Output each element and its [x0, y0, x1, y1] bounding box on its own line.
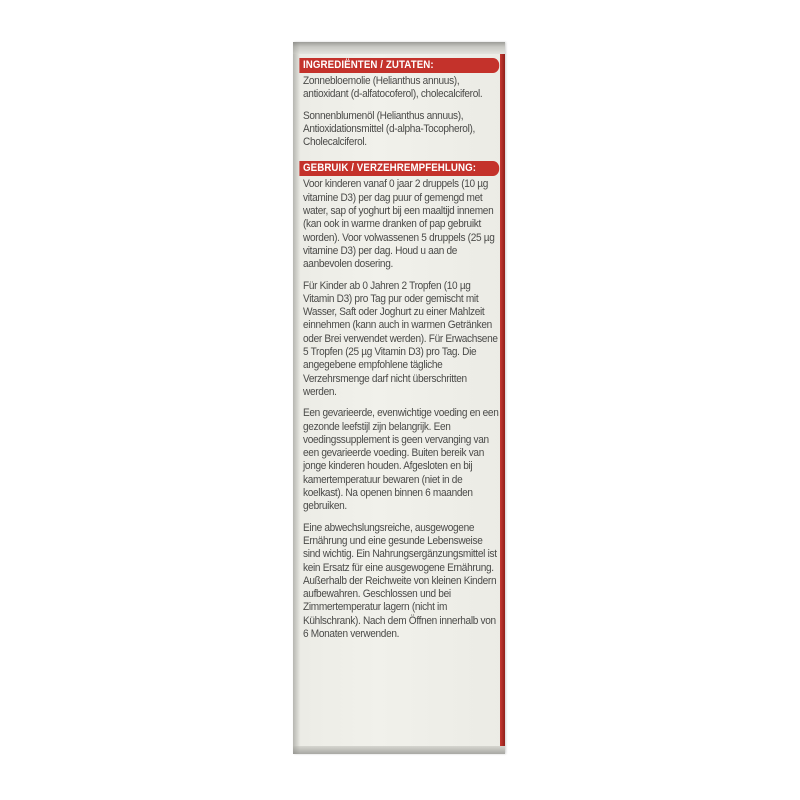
package-top-edge — [293, 42, 505, 54]
ingredients-heading: INGREDIËNTEN / ZUTATEN: — [299, 58, 499, 73]
package-bottom-edge — [293, 746, 505, 754]
package-red-edge — [500, 54, 505, 746]
ingredients-dutch: Zonnebloemolie (Helianthus annuus), antioxidant (d-alfatocoferol), cholecalciferol. — [303, 75, 483, 101]
warning-dutch: Een gevarieerde, evenwichtige voeding en een gezonde leefstijl zijn belangrijk. Een voedingssupplement is geen vervanging van een gevarieerde voeding. Buiten bereik van jonge kinderen houden. Afgesloten en bij kamertemperatuur bewaren (niet in de koelkast). Na openen binnen 6 maanden gebruiken. — [303, 407, 499, 513]
usage-german: Für Kinder ab 0 Jahren 2 Tropfen (10 µg Vitamin D3) pro Tag pur oder gemischt mit Wasser, Saft oder Joghurt zu einer Mahlzeit einnehmen (kann auch in warmen Getränken oder Brei verwendet werden). Für Erwachsene 5 Tropfen (25 µg Vitamin D3) pro Tag. Die angegebene empfohlene tägliche Verzehrsmenge darf nicht überschritten werden. — [303, 279, 498, 398]
warning-german: Eine abwechslungsreiche, ausgewogene Ernährung und eine gesunde Lebensweise sind wichtig. Ein Nahrungsergänzungsmittel ist kein Ersatz für eine ausgewogene Ernährung. Außerhalb der Reichweite von kleinen Kindern aufbewahren. Geschlossen und bei Zimmertemperatur lagern (nicht im Kühlschrank). Nach dem Öffnen innerhalb von 6 Monaten verwenden. — [303, 521, 497, 640]
package-left-shadow — [293, 42, 300, 754]
ingredients-german: Sonnenblumenöl (Helianthus annuus), Antioxidationsmittel (d-alpha-Tocopherol), Cholecalciferol. — [303, 109, 476, 149]
label-text-block — [303, 58, 499, 649]
usage-heading: GEBRUIK / VERZEHREMPFEHLUNG: — [299, 161, 499, 176]
usage-dutch: Voor kinderen vanaf 0 jaar 2 druppels (10 µg vitamine D3) per dag puur of gemengd met water, sap of yoghurt bij een maaltijd innemen (kan ook in warme dranken of pap gebruikt worden). Voor volwassenen 5 druppels (25 µg vitamine D3) per dag. Houd u aan de aanbevolen dosering. — [303, 178, 495, 271]
